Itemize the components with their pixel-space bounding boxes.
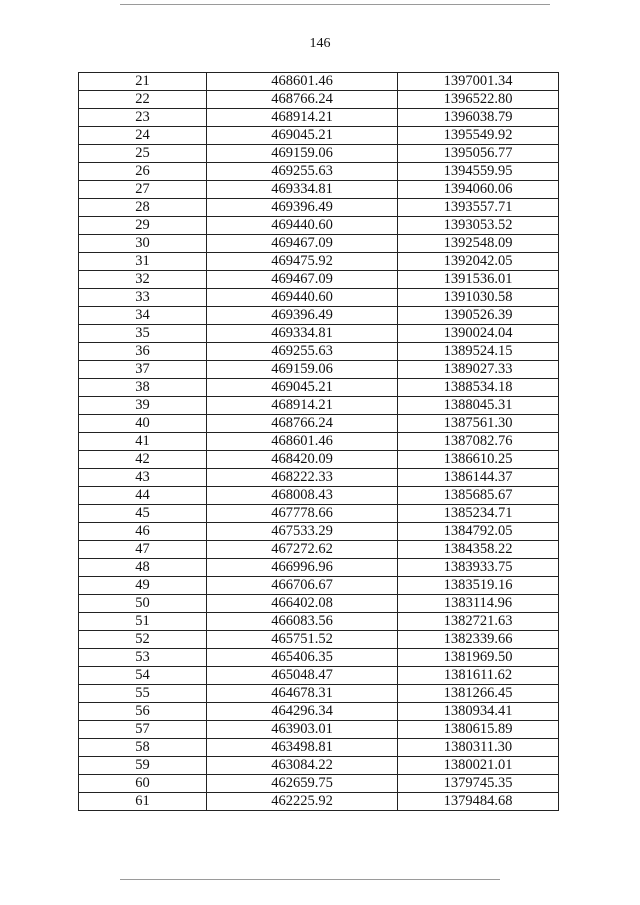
point-number-cell: 28 xyxy=(79,199,207,217)
y-coordinate-cell: 1382721.63 xyxy=(398,613,559,631)
x-coordinate-cell: 469045.21 xyxy=(207,379,398,397)
table-row xyxy=(79,721,559,739)
x-coordinate-cell: 463903.01 xyxy=(207,721,398,739)
y-coordinate-cell: 1387561.30 xyxy=(398,415,559,433)
y-coordinate-cell: 1393053.52 xyxy=(398,217,559,235)
point-number-cell: 32 xyxy=(79,271,207,289)
point-number-cell: 57 xyxy=(79,721,207,739)
x-coordinate-cell: 463084.22 xyxy=(207,757,398,775)
y-coordinate-cell: 1392548.09 xyxy=(398,235,559,253)
x-coordinate-cell: 469159.06 xyxy=(207,145,398,163)
y-coordinate-cell: 1384792.05 xyxy=(398,523,559,541)
table-row xyxy=(79,757,559,775)
table-row xyxy=(79,487,559,505)
x-coordinate-cell: 466706.67 xyxy=(207,577,398,595)
table-row xyxy=(79,217,559,235)
point-number-cell: 21 xyxy=(79,73,207,91)
coordinate-table xyxy=(78,72,559,811)
point-number-cell: 26 xyxy=(79,163,207,181)
point-number-cell: 41 xyxy=(79,433,207,451)
table-row xyxy=(79,451,559,469)
point-number-cell: 55 xyxy=(79,685,207,703)
point-number-cell: 52 xyxy=(79,631,207,649)
y-coordinate-cell: 1381611.62 xyxy=(398,667,559,685)
y-coordinate-cell: 1396522.80 xyxy=(398,91,559,109)
x-coordinate-cell: 469255.63 xyxy=(207,163,398,181)
y-coordinate-cell: 1394060.06 xyxy=(398,181,559,199)
table-row xyxy=(79,109,559,127)
point-number-cell: 53 xyxy=(79,649,207,667)
x-coordinate-cell: 462659.75 xyxy=(207,775,398,793)
point-number-cell: 45 xyxy=(79,505,207,523)
y-coordinate-cell: 1390526.39 xyxy=(398,307,559,325)
x-coordinate-cell: 466996.96 xyxy=(207,559,398,577)
x-coordinate-cell: 468766.24 xyxy=(207,91,398,109)
table-row xyxy=(79,235,559,253)
point-number-cell: 35 xyxy=(79,325,207,343)
point-number-cell: 29 xyxy=(79,217,207,235)
table-row xyxy=(79,91,559,109)
y-coordinate-cell: 1388534.18 xyxy=(398,379,559,397)
y-coordinate-cell: 1390024.04 xyxy=(398,325,559,343)
table-row xyxy=(79,181,559,199)
y-coordinate-cell: 1389027.33 xyxy=(398,361,559,379)
point-number-cell: 30 xyxy=(79,235,207,253)
table-row xyxy=(79,577,559,595)
x-coordinate-cell: 467272.62 xyxy=(207,541,398,559)
table-row xyxy=(79,523,559,541)
point-number-cell: 38 xyxy=(79,379,207,397)
x-coordinate-cell: 468420.09 xyxy=(207,451,398,469)
table-row xyxy=(79,685,559,703)
table-row xyxy=(79,307,559,325)
point-number-cell: 58 xyxy=(79,739,207,757)
x-coordinate-cell: 469467.09 xyxy=(207,235,398,253)
table-row xyxy=(79,163,559,181)
y-coordinate-cell: 1394559.95 xyxy=(398,163,559,181)
table-row xyxy=(79,397,559,415)
x-coordinate-cell: 469334.81 xyxy=(207,325,398,343)
table-row xyxy=(79,145,559,163)
y-coordinate-cell: 1380615.89 xyxy=(398,721,559,739)
table-row xyxy=(79,739,559,757)
x-coordinate-cell: 465048.47 xyxy=(207,667,398,685)
x-coordinate-cell: 464296.34 xyxy=(207,703,398,721)
x-coordinate-cell: 465406.35 xyxy=(207,649,398,667)
y-coordinate-cell: 1380021.01 xyxy=(398,757,559,775)
x-coordinate-cell: 462225.92 xyxy=(207,793,398,811)
point-number-cell: 43 xyxy=(79,469,207,487)
y-coordinate-cell: 1381969.50 xyxy=(398,649,559,667)
point-number-cell: 40 xyxy=(79,415,207,433)
point-number-cell: 42 xyxy=(79,451,207,469)
x-coordinate-cell: 469440.60 xyxy=(207,289,398,307)
y-coordinate-cell: 1385685.67 xyxy=(398,487,559,505)
point-number-cell: 36 xyxy=(79,343,207,361)
table-row xyxy=(79,289,559,307)
x-coordinate-cell: 469396.49 xyxy=(207,307,398,325)
point-number-cell: 51 xyxy=(79,613,207,631)
point-number-cell: 39 xyxy=(79,397,207,415)
point-number-cell: 49 xyxy=(79,577,207,595)
table-row xyxy=(79,469,559,487)
y-coordinate-cell: 1379484.68 xyxy=(398,793,559,811)
table-row xyxy=(79,325,559,343)
x-coordinate-cell: 469045.21 xyxy=(207,127,398,145)
top-border-line xyxy=(120,4,550,5)
table-row xyxy=(79,649,559,667)
x-coordinate-cell: 469255.63 xyxy=(207,343,398,361)
table-row xyxy=(79,199,559,217)
x-coordinate-cell: 468222.33 xyxy=(207,469,398,487)
x-coordinate-cell: 469334.81 xyxy=(207,181,398,199)
y-coordinate-cell: 1391536.01 xyxy=(398,271,559,289)
y-coordinate-cell: 1393557.71 xyxy=(398,199,559,217)
table-row xyxy=(79,631,559,649)
table-row xyxy=(79,343,559,361)
x-coordinate-cell: 468766.24 xyxy=(207,415,398,433)
point-number-cell: 59 xyxy=(79,757,207,775)
point-number-cell: 44 xyxy=(79,487,207,505)
point-number-cell: 23 xyxy=(79,109,207,127)
table-row xyxy=(79,415,559,433)
point-number-cell: 50 xyxy=(79,595,207,613)
point-number-cell: 22 xyxy=(79,91,207,109)
x-coordinate-cell: 468601.46 xyxy=(207,73,398,91)
y-coordinate-cell: 1395549.92 xyxy=(398,127,559,145)
y-coordinate-cell: 1381266.45 xyxy=(398,685,559,703)
point-number-cell: 56 xyxy=(79,703,207,721)
table-row xyxy=(79,667,559,685)
table-row xyxy=(79,379,559,397)
x-coordinate-cell: 467533.29 xyxy=(207,523,398,541)
x-coordinate-cell: 469475.92 xyxy=(207,253,398,271)
y-coordinate-cell: 1384358.22 xyxy=(398,541,559,559)
y-coordinate-cell: 1389524.15 xyxy=(398,343,559,361)
point-number-cell: 33 xyxy=(79,289,207,307)
point-number-cell: 25 xyxy=(79,145,207,163)
table-row xyxy=(79,559,559,577)
point-number-cell: 48 xyxy=(79,559,207,577)
y-coordinate-cell: 1391030.58 xyxy=(398,289,559,307)
x-coordinate-cell: 466083.56 xyxy=(207,613,398,631)
y-coordinate-cell: 1387082.76 xyxy=(398,433,559,451)
y-coordinate-cell: 1379745.35 xyxy=(398,775,559,793)
table-row xyxy=(79,703,559,721)
x-coordinate-cell: 469159.06 xyxy=(207,361,398,379)
table-body xyxy=(79,73,559,811)
point-number-cell: 24 xyxy=(79,127,207,145)
x-coordinate-cell: 469440.60 xyxy=(207,217,398,235)
y-coordinate-cell: 1386610.25 xyxy=(398,451,559,469)
y-coordinate-cell: 1383519.16 xyxy=(398,577,559,595)
x-coordinate-cell: 468601.46 xyxy=(207,433,398,451)
table-row xyxy=(79,541,559,559)
table-row xyxy=(79,775,559,793)
y-coordinate-cell: 1380934.41 xyxy=(398,703,559,721)
x-coordinate-cell: 466402.08 xyxy=(207,595,398,613)
table-row xyxy=(79,793,559,811)
point-number-cell: 34 xyxy=(79,307,207,325)
table-row xyxy=(79,595,559,613)
table-row xyxy=(79,361,559,379)
point-number-cell: 46 xyxy=(79,523,207,541)
y-coordinate-cell: 1382339.66 xyxy=(398,631,559,649)
y-coordinate-cell: 1392042.05 xyxy=(398,253,559,271)
y-coordinate-cell: 1385234.71 xyxy=(398,505,559,523)
y-coordinate-cell: 1386144.37 xyxy=(398,469,559,487)
x-coordinate-cell: 464678.31 xyxy=(207,685,398,703)
point-number-cell: 61 xyxy=(79,793,207,811)
page-number: 146 xyxy=(309,36,331,51)
table-row xyxy=(79,613,559,631)
point-number-cell: 60 xyxy=(79,775,207,793)
x-coordinate-cell: 467778.66 xyxy=(207,505,398,523)
x-coordinate-cell: 468008.43 xyxy=(207,487,398,505)
table-row xyxy=(79,271,559,289)
table-row xyxy=(79,127,559,145)
point-number-cell: 37 xyxy=(79,361,207,379)
table-row xyxy=(79,73,559,91)
point-number-cell: 47 xyxy=(79,541,207,559)
y-coordinate-cell: 1380311.30 xyxy=(398,739,559,757)
y-coordinate-cell: 1383933.75 xyxy=(398,559,559,577)
bottom-border-line xyxy=(120,879,500,880)
point-number-cell: 54 xyxy=(79,667,207,685)
y-coordinate-cell: 1388045.31 xyxy=(398,397,559,415)
point-number-cell: 31 xyxy=(79,253,207,271)
y-coordinate-cell: 1383114.96 xyxy=(398,595,559,613)
point-number-cell: 27 xyxy=(79,181,207,199)
x-coordinate-cell: 468914.21 xyxy=(207,109,398,127)
x-coordinate-cell: 463498.81 xyxy=(207,739,398,757)
table-row xyxy=(79,433,559,451)
x-coordinate-cell: 469396.49 xyxy=(207,199,398,217)
table-row xyxy=(79,505,559,523)
y-coordinate-cell: 1397001.34 xyxy=(398,73,559,91)
y-coordinate-cell: 1395056.77 xyxy=(398,145,559,163)
y-coordinate-cell: 1396038.79 xyxy=(398,109,559,127)
table-row xyxy=(79,253,559,271)
x-coordinate-cell: 469467.09 xyxy=(207,271,398,289)
x-coordinate-cell: 468914.21 xyxy=(207,397,398,415)
x-coordinate-cell: 465751.52 xyxy=(207,631,398,649)
